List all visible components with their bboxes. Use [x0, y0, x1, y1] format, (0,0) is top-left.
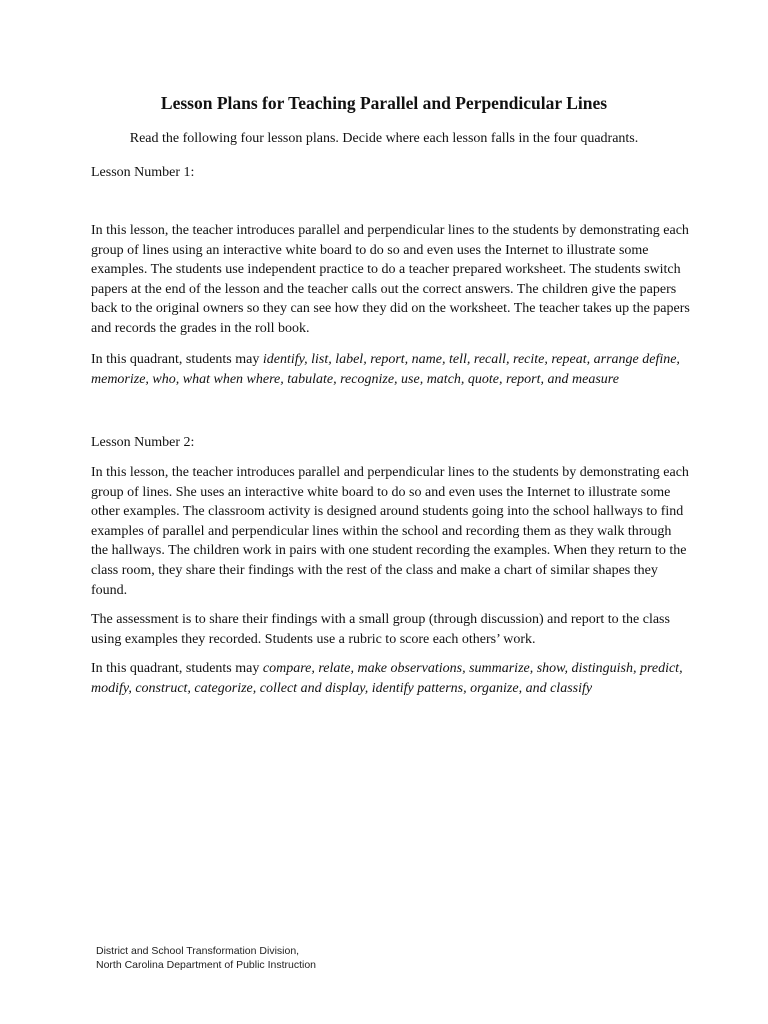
document-title: Lesson Plans for Teaching Parallel and Perpendicular Lines	[160, 93, 608, 113]
intro-text: Read the following four lesson plans. Decide where each lesson falls in the four quadrants.	[129, 131, 639, 146]
lesson-2-paragraph-2-text: The assessment is to share their findings with a small group (through discussion) and report to the class using examples they recorded. Students use a rubric to score each others’ work.	[91, 612, 670, 647]
lesson-2-paragraph-2	[91, 610, 691, 649]
lesson-1-quadrant-text	[91, 350, 691, 389]
lesson-1-quadrant-terms: identify, list, label, report, name, tell, recall, recite, repeat, arrange define, memorize, who, what when where, tabulate, recognize, use, match, quote, report, and measure	[91, 352, 680, 387]
lesson-1-paragraph	[91, 221, 691, 339]
lesson-1-paragraph-text: In this lesson, the teacher introduces parallel and perpendicular lines to the students by demonstrating each group of lines using an interactive white board to do so and even uses the Internet to illustrate some examples. The students use independent practice to do a teacher prepared worksheet. The students switch papers at the end of the lesson and the teacher calls out the correct answers. The children give the papers back to the original owners so they can see how they did on the worksheet. The teacher takes up the papers and records the grades in the roll book.	[91, 223, 690, 336]
lesson-2-paragraph-1	[91, 463, 691, 600]
lesson-2-heading-text: Lesson Number 2:	[91, 435, 195, 450]
footer-line-1: District and School Transformation Division,	[96, 945, 300, 957]
lesson-1-quadrant-prefix: In this quadrant, students may	[91, 352, 263, 367]
lesson-2-quadrant	[91, 659, 691, 698]
lesson-2-quadrant-terms: compare, relate, make observations, summarize, show, distinguish, predict, modify, construct, categorize, collect and display, identify patterns, organize, and classify	[91, 661, 683, 696]
lesson-1-quadrant	[91, 350, 691, 389]
lesson-1-heading	[91, 163, 691, 183]
lesson-1-heading-text: Lesson Number 1:	[91, 165, 195, 180]
footer-line-2: North Carolina Department of Public Instruction	[96, 959, 317, 971]
lesson-2-quadrant-text	[91, 659, 691, 698]
lesson-2-quadrant-prefix: In this quadrant, students may	[91, 661, 263, 676]
page-footer	[96, 944, 316, 972]
lesson-2-paragraph-1-text: In this lesson, the teacher introduces parallel and perpendicular lines to the students by demonstrating each group of lines. She uses an interactive white board to do so and even uses the Internet to illustrate some other examples. The classroom activity is designed around students going into the school hallways to find examples of parallel and perpendicular lines within the school and recording them as they walk through the hallways. The children work in pairs with one student recording the examples. When they return to the class room, they share their findings with the rest of the class and make a chart of similar shapes they found.	[91, 465, 689, 598]
lesson-2-heading	[91, 433, 691, 453]
